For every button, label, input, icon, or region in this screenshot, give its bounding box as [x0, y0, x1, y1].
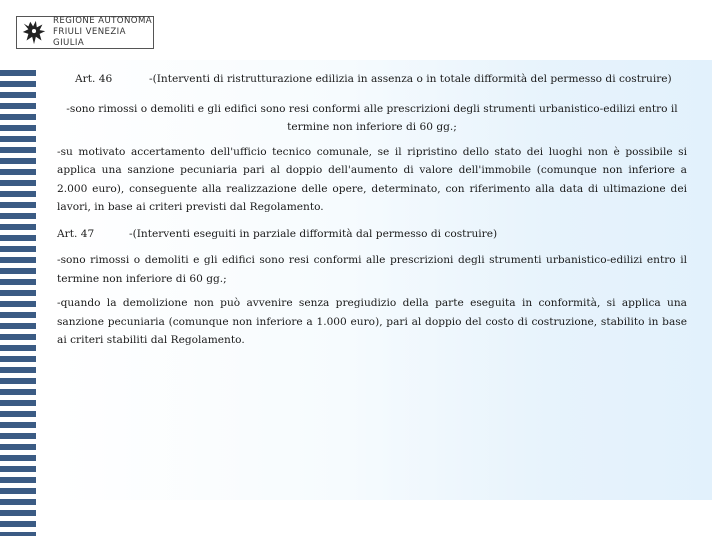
article-46-heading: [75, 70, 687, 89]
article-47-title: -(Interventi eseguiti in parziale difformità dal permesso di costruire): [129, 227, 498, 240]
article-46-number: Art. 46: [75, 73, 113, 85]
article-46-title: -(Interventi di ristrutturazione edilizia in assenza o in totale difformità del permesso di costruire): [149, 73, 672, 85]
region-logo: [16, 16, 154, 49]
article-47-paragraph-1: -sono rimossi o demoliti e gli edifici sono resi conformi alle prescrizioni degli strumenti urbanistico-edilizi entro il termine non inferiore di 60 gg.;: [57, 254, 687, 285]
article-46-paragraph-2: -su motivato accertamento dell'ufficio tecnico comunale, se il ripristino dello stato dei luoghi non è possibile si applica una sanzione pecuniaria pari al doppio dell'aumento di valore dell'immobile (comunque non inferiore a 2.000 euro), conseguente alla realizzazione delle opere, determinato, con riferimento alla data di ultimazione dei lavori, in base ai criteri previsti dal Regolamento.: [57, 145, 687, 213]
article-47-heading: [57, 225, 687, 244]
eagle-icon: [20, 17, 48, 48]
article-46-paragraph-1: -sono rimossi o demoliti e gli edifici sono resi conformi alle prescrizioni degli strumenti urbanistico-edilizi entro il termine non inferiore di 60 gg.;: [66, 102, 678, 133]
decorative-stripes: [0, 70, 36, 536]
article-47-number: Art. 47: [57, 227, 95, 240]
article-47-paragraph-2: -quando la demolizione non può avvenire senza pregiudizio della parte eseguita in conformità, si applica una sanzione pecuniaria (comunque non inferiore a 1.000 euro), pari al doppio del costo di costruzione, stabilito in base ai criteri stabiliti dal Regolamento.: [57, 297, 687, 346]
logo-text: [53, 16, 153, 49]
document-body: [57, 70, 687, 350]
logo-line-2: FRIULI VENEZIA GIULIA: [53, 27, 126, 48]
logo-line-1: REGIONE AUTONOMA: [53, 16, 153, 26]
